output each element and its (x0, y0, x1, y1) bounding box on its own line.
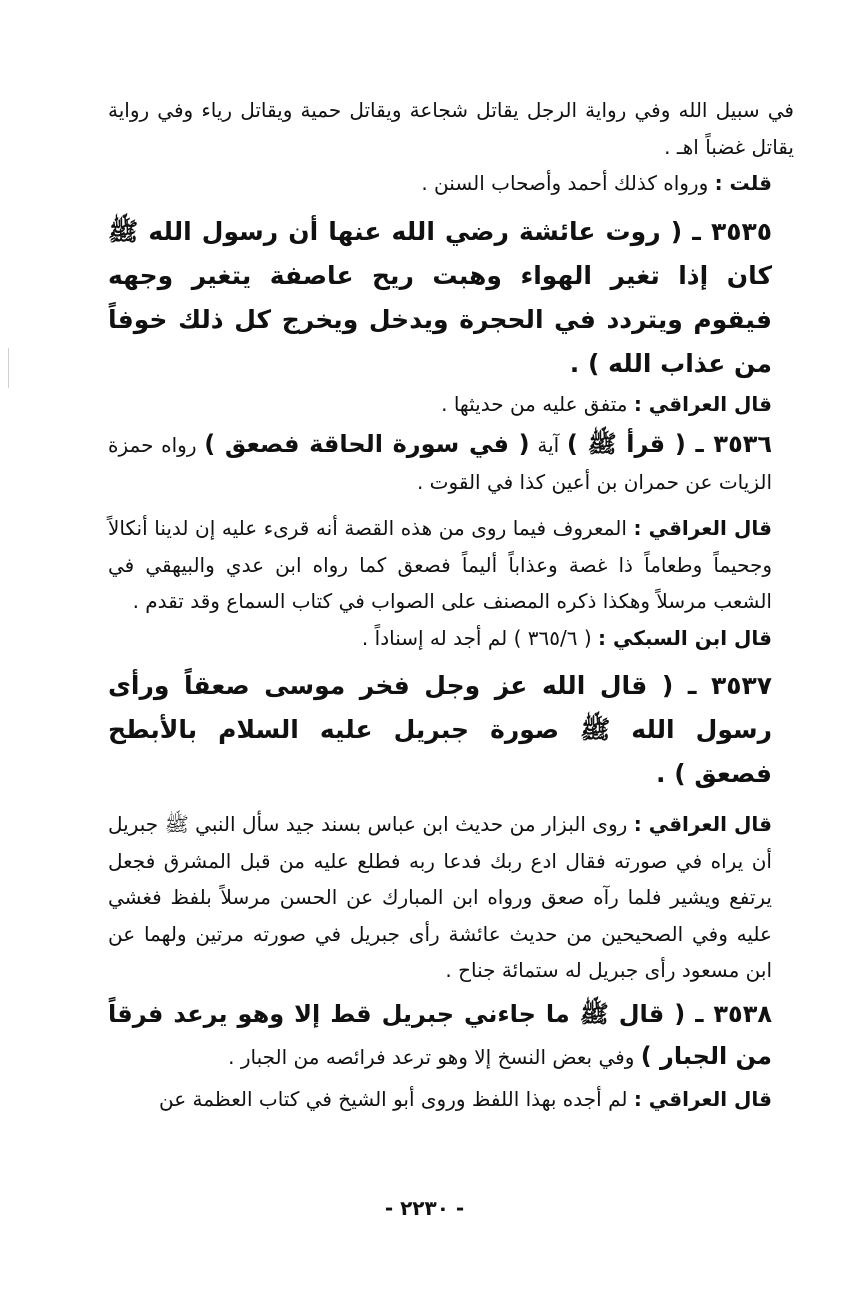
paragraph-text: متفق عليه من حديثها . (441, 391, 634, 416)
paragraph-iraqi-4 (108, 1081, 794, 1118)
hadith-label: ٣٥٣٦ ـ ( قرأ ﷺ ) (566, 430, 773, 458)
paragraph-text: ورواه كذلك أحمد وأصحاب السنن . (421, 171, 715, 195)
paragraph-label: قال العراقي : (633, 812, 772, 836)
paragraph-text: وفي بعض النسخ إلا وهو ترعد فرائصه من الجبار . (228, 1044, 641, 1069)
paragraph-iraqi-3 (108, 806, 794, 989)
hadith-3536 (108, 426, 794, 500)
paragraph-subki (108, 620, 794, 657)
paragraph-text-2: رواه حمزة الزيات عن حمران بن أعين كذا في القوت . (108, 433, 772, 494)
paragraph-text: روى البزار من حديث ابن عباس بسند جيد سأل النبي ﷺ جبريل أن يراه في صورته فقال ادع ربك فدعا ربه فطلع عليه من قبل المشرق فجعل يرتفع ويشير فلما رآه صعق ورواه ابن المبارك عن الحسن مرسلاً بلفظ فغشي عليه وفي الصحيحين من حديث عائشة رأى جبريل في صورته مرتين ولهما عن ابن مسعود رأى جبريل له ستمائة جناح . (108, 812, 772, 982)
hadith-text: ٣٥٣٥ ـ ( روت عائشة رضي الله عنها أن رسول الله ﷺ كان إذا تغير الهواء وهبت ريح عاصفة يتغير وجهه فيقوم ويتردد في الحجرة ويدخل ويخرج كل ذلك خوفاً من عذاب الله ) . (108, 216, 772, 378)
paragraph-text: لم أجده بهذا اللفظ وروى أبو الشيخ في كتاب العظمة عن (159, 1086, 634, 1111)
page-number: - ٢٢٣٠ - (384, 1196, 465, 1220)
hadith-label-2: ( في سورة الحاقة فصعق ) (204, 430, 530, 458)
paragraph-iraqi-2 (108, 510, 794, 620)
paragraph-text: في سبيل الله وفي رواية الرجل يقاتل شجاعة ويقاتل حمية ويقاتل رياء وفي رواية يقاتل غضباً اهـ . (108, 98, 794, 159)
paragraph-qultu (108, 165, 794, 202)
paragraph-iraqi-1 (108, 386, 794, 423)
paragraph-label: قلت : (714, 171, 772, 195)
paragraph-label: قال العراقي : (633, 516, 772, 540)
hadith-3538 (108, 993, 794, 1077)
paragraph-continuation (108, 92, 794, 165)
hadith-text: ٣٥٣٧ ـ ( قال الله عز وجل فخر موسى صعقاً ورأى رسول الله ﷺ صورة جبريل عليه السلام بالأبطح فصعق ) . (108, 671, 772, 788)
paragraph-text: آية (529, 433, 567, 457)
paragraph-label: قال العراقي : (633, 391, 772, 416)
hadith-label: ٣٥٣٨ ـ ( قال ﷺ ما جاءني جبريل قط إلا وهو يرعد فرقاً من الجبار ) (108, 999, 772, 1070)
paragraph-label: قال العراقي : (633, 1086, 772, 1111)
scan-margin-line (8, 348, 9, 388)
hadith-3535 (108, 210, 794, 386)
hadith-3537 (108, 664, 794, 796)
paragraph-label: قال ابن السبكي : (598, 625, 772, 650)
paragraph-text: ( ٣٦٥/٦ ) لم أجد له إسناداً . (361, 625, 599, 650)
page-body (108, 92, 794, 1117)
paragraph-text: المعروف فيما روى من هذه القصة أنه قرىء عليه إن لدينا أنكالاً وجحيماً وطعاماً ذا غصة وعذاباً أليماً فصعق كما رواه ابن عدي والبيهقي في الشعب مرسلاً وهكذا ذكره المصنف على الصواب في كتاب السماع وقد تقدم . (108, 516, 772, 613)
